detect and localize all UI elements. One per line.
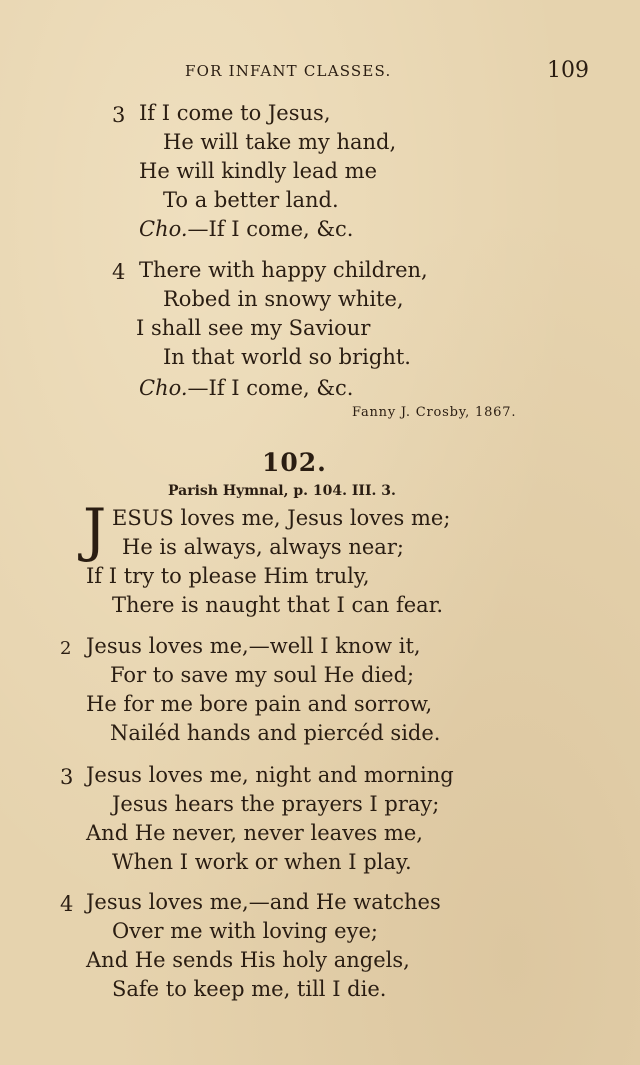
- page-number: 109: [547, 58, 589, 83]
- verse-number: 4: [60, 892, 74, 916]
- chorus-text: —If I come, &c.: [187, 376, 354, 400]
- verse-line: Jesus loves me, night and morning: [86, 763, 454, 787]
- verse-line: Jesus loves me,—well I know it,: [86, 634, 421, 658]
- verse-line: In that world so bright.: [163, 345, 411, 369]
- verse-line: And He sends His holy angels,: [86, 948, 410, 972]
- verse-line: I shall see my Saviour: [136, 316, 371, 340]
- chorus-line: [139, 375, 354, 401]
- verse-line: ESUS loves me, Jesus loves me;: [112, 506, 451, 530]
- verse-line: If I try to please Him truly,: [86, 564, 370, 588]
- verse-line: Robed in snowy white,: [163, 287, 404, 311]
- page-header: [0, 58, 640, 92]
- chorus-label: Cho.: [139, 376, 188, 400]
- verse-line: When I work or when I play.: [112, 850, 412, 874]
- verse-line: He will kindly lead me: [139, 159, 378, 183]
- running-head: FOR INFANT CLASSES.: [185, 62, 392, 80]
- verse-line: He is always, always near;: [122, 535, 404, 559]
- verse-line: To a better land.: [163, 188, 339, 212]
- verse-line: He will take my hand,: [163, 130, 397, 154]
- verse-number: 3: [112, 103, 126, 127]
- verse-line: Nailéd hands and piercéd side.: [110, 721, 441, 745]
- verse-line: For to save my soul He died;: [110, 663, 415, 687]
- hymn-number: 102.: [262, 448, 327, 477]
- verse-line: Jesus hears the prayers I pray;: [112, 792, 440, 816]
- verse-number: 3: [60, 765, 74, 789]
- verse-line: There with happy children,: [139, 258, 428, 282]
- chorus-label: Cho.: [139, 217, 188, 241]
- verse-line: Over me with loving eye;: [112, 919, 378, 943]
- verse-line: Jesus loves me,—and He watches: [86, 890, 441, 914]
- hymn-attribution: Fanny J. Crosby, 1867.: [352, 405, 517, 420]
- drop-cap: J: [83, 496, 107, 564]
- chorus-line: [139, 216, 354, 242]
- verse-line: He for me bore pain and sorrow,: [86, 692, 433, 716]
- verse-number: 2: [60, 638, 72, 659]
- tune-reference: Parish Hymnal, p. 104. III. 3.: [168, 483, 396, 499]
- verse-line: If I come to Jesus,: [139, 101, 331, 125]
- verse-line: There is naught that I can fear.: [112, 593, 444, 617]
- chorus-text: —If I come, &c.: [187, 217, 354, 241]
- verse-number: 4: [112, 260, 126, 284]
- verse-line: Safe to keep me, till I die.: [112, 977, 387, 1001]
- verse-line: And He never, never leaves me,: [86, 821, 423, 845]
